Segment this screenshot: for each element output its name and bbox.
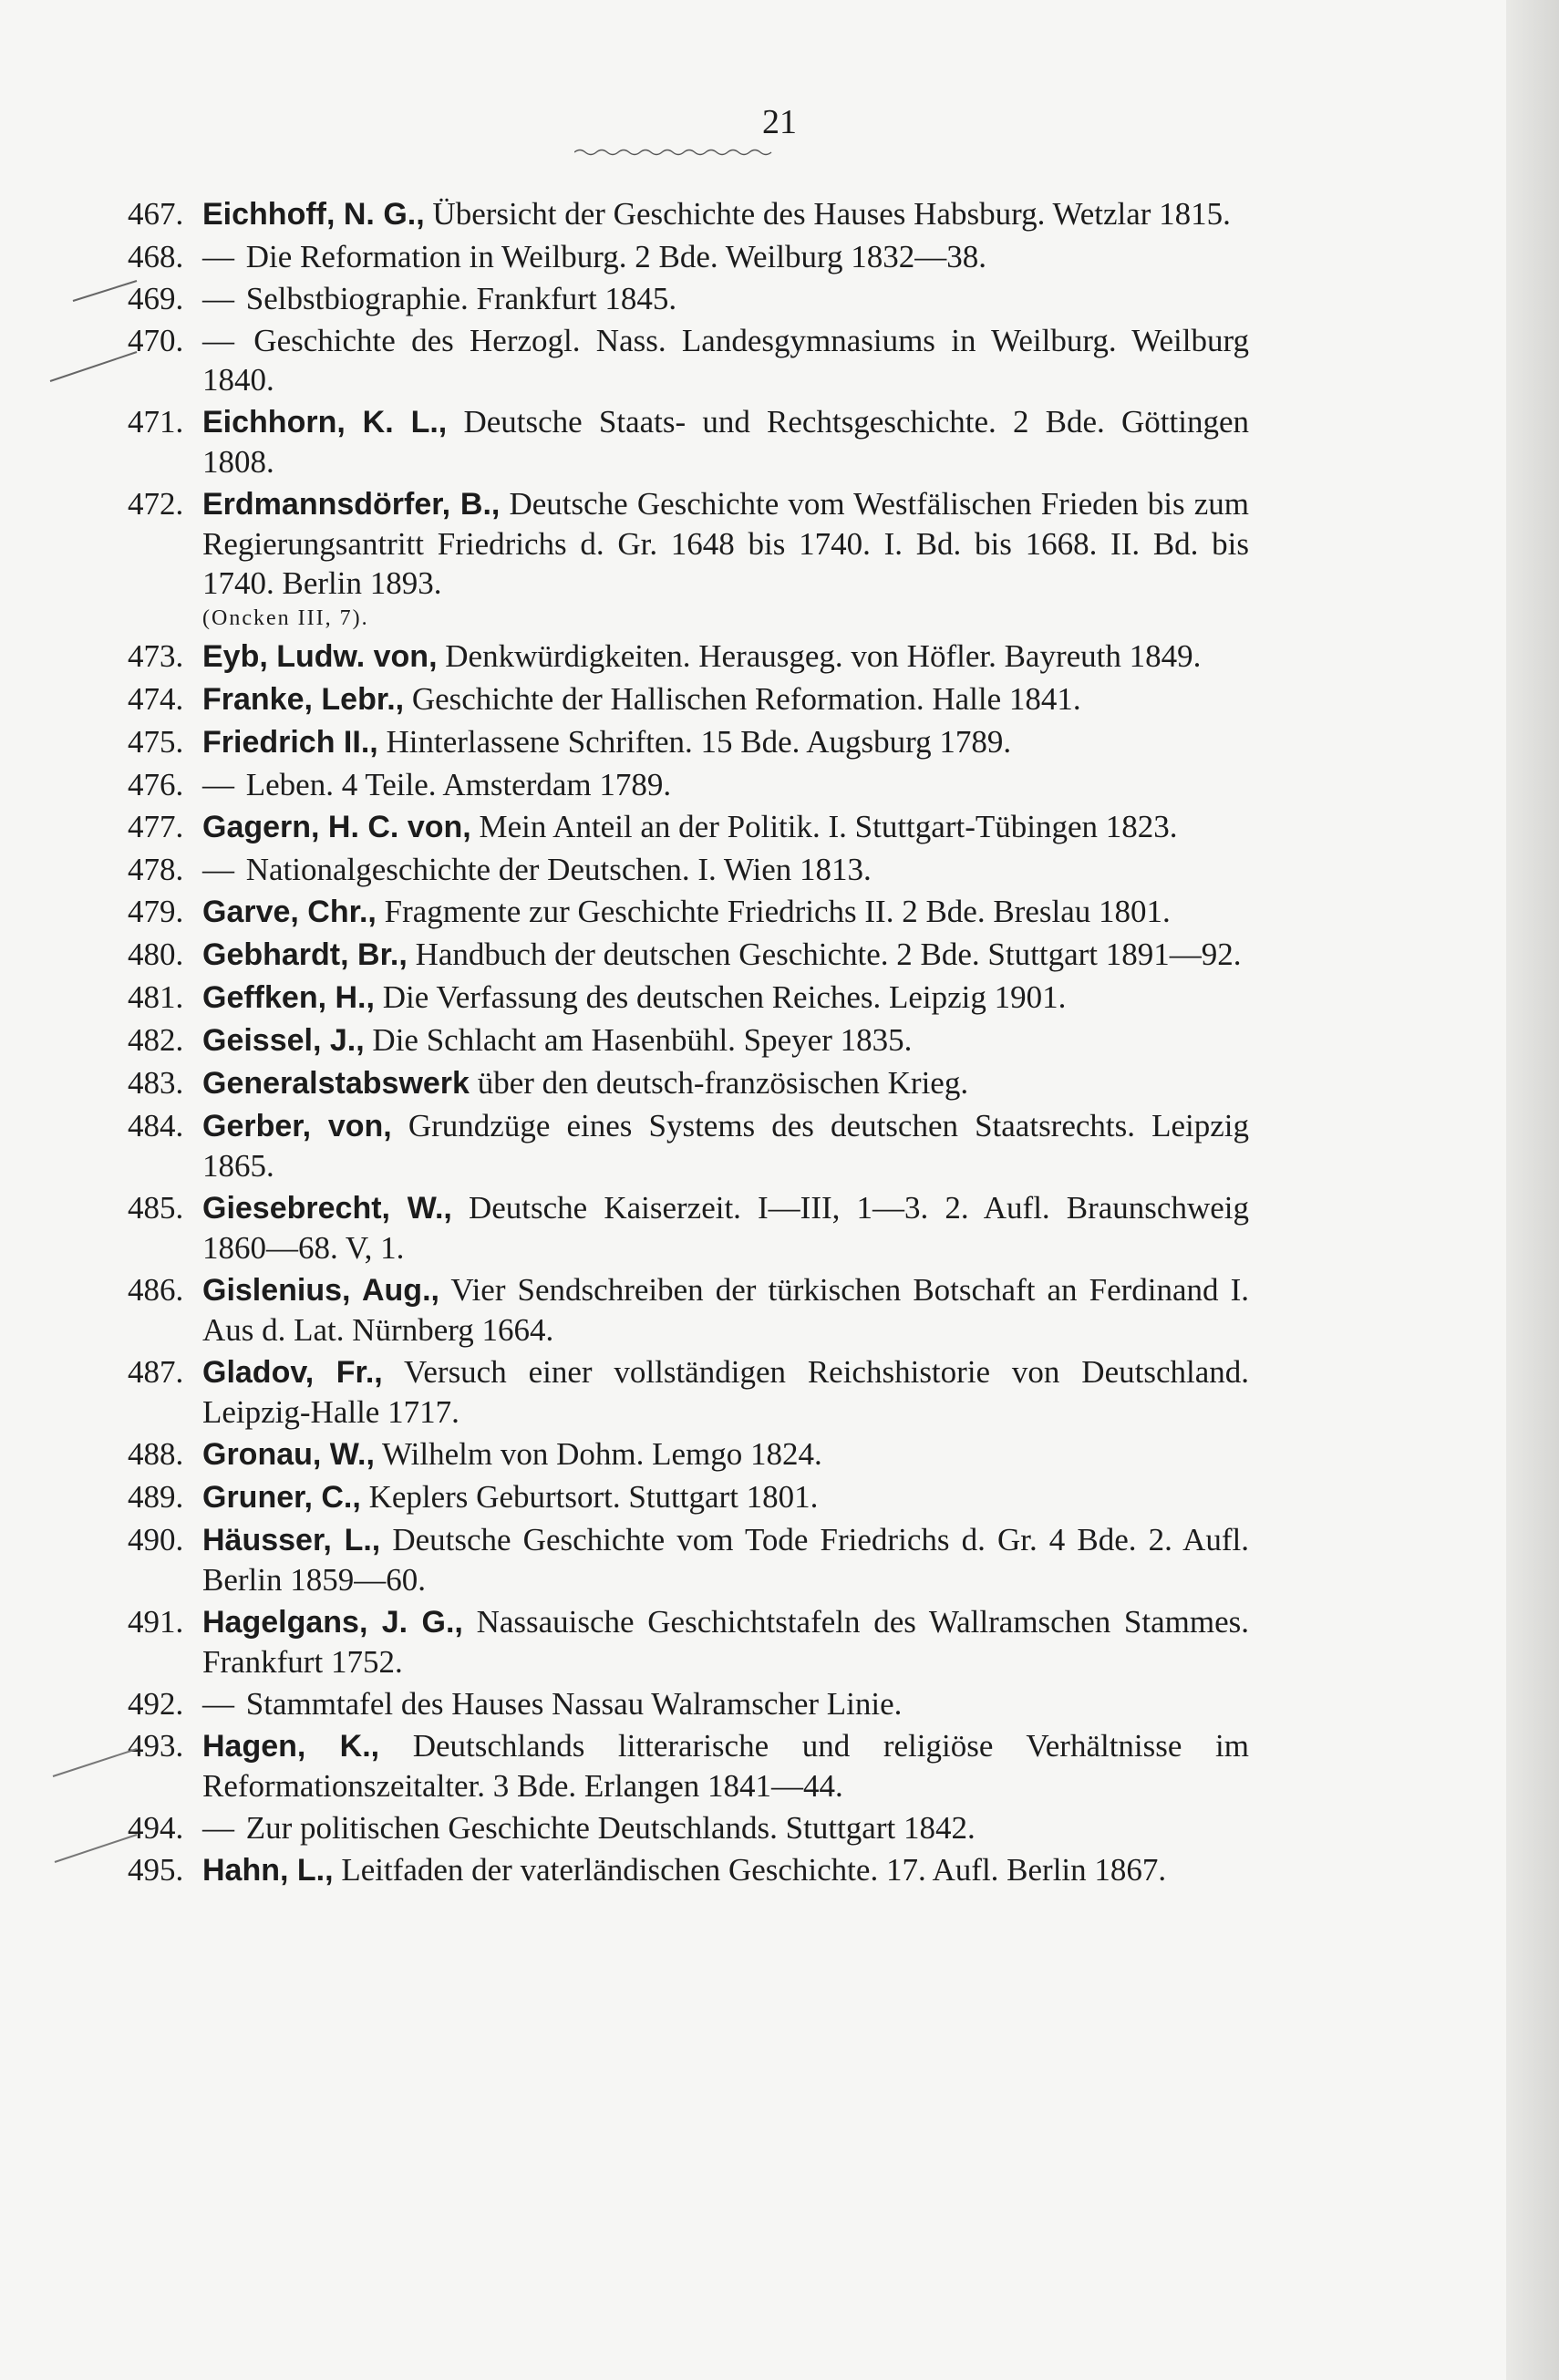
entry-number: 493. xyxy=(128,1728,184,1764)
entry-title: Übersicht der Geschichte des Hauses Habsburg. Wetzlar 1815. xyxy=(424,196,1231,232)
bibliography-entry xyxy=(0,1188,1559,1268)
entry-author: Häusser, L., xyxy=(202,1523,381,1557)
entry-author: Erdmannsdörfer, B., xyxy=(202,487,501,522)
entry-title: Fragmente zur Geschichte Friedrichs II. 2 Bde. Breslau 1801. xyxy=(376,894,1171,929)
entry-body xyxy=(202,1188,1249,1268)
entry-author: Hagen, K., xyxy=(202,1729,380,1764)
entry-body xyxy=(202,1602,1249,1682)
bibliography-entry xyxy=(0,237,1559,276)
entry-title: Geschichte der Hallischen Reformation. Halle 1841. xyxy=(404,681,1081,717)
entry-number: 489. xyxy=(128,1479,184,1515)
entry-body xyxy=(202,321,1249,399)
entry-author: Giesebrecht, W., xyxy=(202,1191,452,1226)
entry-title: Mein Anteil an der Politik. I. Stuttgart-Tübingen 1823. xyxy=(470,809,1178,844)
bibliography-entry xyxy=(0,1352,1559,1432)
entry-body xyxy=(202,1020,1249,1061)
bibliography-entry xyxy=(0,807,1559,847)
bibliography-entry xyxy=(0,1020,1559,1061)
entry-number: 476. xyxy=(128,767,184,802)
entry-ditto-dash: — xyxy=(202,323,234,358)
entry-body xyxy=(202,279,1249,318)
bibliography-entry xyxy=(0,765,1559,804)
bibliography-entry xyxy=(0,722,1559,762)
entry-author: Gerber, von, xyxy=(202,1109,392,1143)
entry-author: Garve, Chr., xyxy=(202,895,377,929)
entry-body xyxy=(202,402,1249,481)
entry-author: Gruner, C., xyxy=(202,1480,361,1515)
entry-body xyxy=(202,1477,1249,1517)
bibliography-entry xyxy=(0,321,1559,399)
entry-ditto-dash: — xyxy=(202,767,234,802)
entry-number: 469. xyxy=(128,281,184,316)
entry-body xyxy=(202,1434,1249,1475)
entry-title: Die Reformation in Weilburg. 2 Bde. Weilburg 1832—38. xyxy=(238,239,986,274)
entry-title: Nassauische Geschichtstafeln des Wallramschen Stammes. Frankfurt 1752. xyxy=(202,1604,1249,1680)
entry-number: 494. xyxy=(128,1810,184,1846)
entry-body xyxy=(202,1850,1249,1890)
bibliography-entry xyxy=(0,1850,1559,1890)
entry-title: Zur politischen Geschichte Deutschlands. Stuttgart 1842. xyxy=(238,1810,976,1846)
entry-author: Hagelgans, J. G., xyxy=(202,1605,463,1640)
bibliography-entry xyxy=(0,892,1559,932)
entry-ditto-dash: — xyxy=(202,239,234,274)
entry-ditto-dash: — xyxy=(202,852,234,887)
entry-title: Deutsche Geschichte vom Tode Friedrichs d. Gr. 4 Bde. 2. Aufl. Berlin 1859—60. xyxy=(202,1522,1249,1598)
entry-title: Leitfaden der vaterländischen Geschichte. 17. Aufl. Berlin 1867. xyxy=(333,1852,1167,1888)
entry-body xyxy=(202,722,1249,762)
entry-body xyxy=(202,978,1249,1018)
entry-number: 487. xyxy=(128,1354,184,1390)
entry-number: 491. xyxy=(128,1604,184,1640)
entry-author: Eichhoff, N. G., xyxy=(202,197,425,232)
entry-note: (Oncken III, 7). xyxy=(202,606,369,630)
entry-title: Deutsche Staats- und Rechtsgeschichte. 2 Bde. Göttingen 1808. xyxy=(202,404,1249,480)
entry-body xyxy=(202,850,1249,889)
bibliography-entry xyxy=(0,402,1559,481)
entry-number: 480. xyxy=(128,936,184,972)
entry-number: 472. xyxy=(128,486,184,522)
entry-number: 471. xyxy=(128,404,184,440)
entry-number: 485. xyxy=(128,1190,184,1226)
entry-author: Eyb, Ludw. von, xyxy=(202,639,438,674)
bibliography-entry xyxy=(0,935,1559,975)
entry-body xyxy=(202,807,1249,847)
entry-body xyxy=(202,484,1249,634)
entry-number: 481. xyxy=(128,979,184,1015)
entry-author: Eichhorn, K. L., xyxy=(202,405,448,440)
entry-number: 488. xyxy=(128,1436,184,1472)
entry-number: 468. xyxy=(128,239,184,274)
bibliography-entry xyxy=(0,1520,1559,1599)
entry-title: Handbuch der deutschen Geschichte. 2 Bde. Stuttgart 1891—92. xyxy=(407,936,1242,972)
entry-author: Friedrich II., xyxy=(202,725,378,760)
entry-title: Nationalgeschichte der Deutschen. I. Wien 1813. xyxy=(238,852,872,887)
bibliography-list xyxy=(0,194,1559,1893)
entry-title: Versuch einer vollständigen Reichshistorie von Deutschland. Leipzig-Halle 1717. xyxy=(202,1354,1249,1430)
entry-title: Hinterlassene Schriften. 15 Bde. Augsburg 1789. xyxy=(377,724,1012,760)
entry-number: 477. xyxy=(128,809,184,844)
entry-title: Deutschlands litterarische und religiöse Verhältnisse im Reformationszeitalter. 3 Bde. Erlangen 1841—44. xyxy=(202,1728,1249,1804)
entry-body xyxy=(202,1726,1249,1806)
entry-author: Gagern, H. C. von, xyxy=(202,810,471,844)
bibliography-entry xyxy=(0,679,1559,719)
entry-body xyxy=(202,1520,1249,1599)
entry-number: 492. xyxy=(128,1686,184,1722)
entry-title: Deutsche Kaiserzeit. I—III, 1—3. 2. Aufl. Braunschweig 1860—68. V, 1. xyxy=(202,1190,1249,1266)
entry-number: 484. xyxy=(128,1108,184,1143)
entry-number: 483. xyxy=(128,1065,184,1101)
entry-author: Geissel, J., xyxy=(202,1023,365,1058)
bibliography-entry xyxy=(0,1434,1559,1475)
bibliography-entry xyxy=(0,279,1559,318)
entry-author: Generalstabswerk xyxy=(202,1066,470,1101)
entry-body xyxy=(202,1270,1249,1350)
entry-title: Deutsche Geschichte vom Westfälischen Frieden bis zum Regierungsantritt Friedrichs d. Gr. 1648 bis 1740. I. Bd. bis 1668. II. Bd. bis 1740. Berlin 1893. xyxy=(202,486,1249,601)
entry-number: 486. xyxy=(128,1272,184,1308)
entry-title: Grundzüge eines Systems des deutschen Staatsrechts. Leipzig 1865. xyxy=(202,1108,1250,1184)
entry-body xyxy=(202,237,1249,276)
entry-number: 479. xyxy=(128,894,184,929)
entry-ditto-dash: — xyxy=(202,281,234,316)
entry-title: Die Schlacht am Hasenbühl. Speyer 1835. xyxy=(364,1022,913,1058)
entry-body xyxy=(202,892,1249,932)
bibliography-entry xyxy=(0,484,1559,634)
bibliography-entry xyxy=(0,1726,1559,1806)
bibliography-entry xyxy=(0,1106,1559,1185)
bibliography-entry xyxy=(0,1270,1559,1350)
entry-title: Denkwürdigkeiten. Herausgeg. von Höfler. Bayreuth 1849. xyxy=(437,638,1202,674)
entry-number: 473. xyxy=(128,638,184,674)
bibliography-entry xyxy=(0,1684,1559,1723)
entry-author: Franke, Lebr., xyxy=(202,682,405,717)
entry-number: 470. xyxy=(128,323,184,358)
entry-title: Die Verfassung des deutschen Reiches. Leipzig 1901. xyxy=(374,979,1067,1015)
entry-number: 474. xyxy=(128,681,184,717)
entry-title: Vier Sendschreiben der türkischen Botschaft an Ferdinand I. Aus d. Lat. Nürnberg 1664. xyxy=(202,1272,1249,1348)
entry-body xyxy=(202,1106,1249,1185)
bibliography-entry xyxy=(0,850,1559,889)
entry-title: Wilhelm von Dohm. Lemgo 1824. xyxy=(374,1436,822,1472)
entry-title: Keplers Geburtsort. Stuttgart 1801. xyxy=(360,1479,819,1515)
entry-number: 482. xyxy=(128,1022,184,1058)
entry-number: 467. xyxy=(128,196,184,232)
entry-body xyxy=(202,194,1249,234)
entry-author: Gebhardt, Br., xyxy=(202,937,408,972)
bibliography-entry xyxy=(0,194,1559,234)
entry-author: Geffken, H., xyxy=(202,980,375,1015)
bibliography-entry xyxy=(0,1477,1559,1517)
bibliography-entry xyxy=(0,1808,1559,1847)
bibliography-entry xyxy=(0,636,1559,677)
entry-title: über den deutsch-französischen Krieg. xyxy=(469,1065,969,1101)
entry-number: 495. xyxy=(128,1852,184,1888)
entry-body xyxy=(202,1684,1249,1723)
decorative-wavy-rule xyxy=(574,148,780,157)
entry-author: Gislenius, Aug., xyxy=(202,1273,439,1308)
entry-author: Gladov, Fr., xyxy=(202,1355,383,1390)
entry-ditto-dash: — xyxy=(202,1810,234,1846)
entry-author: Gronau, W., xyxy=(202,1437,375,1472)
entry-body xyxy=(202,1808,1249,1847)
entry-number: 475. xyxy=(128,724,184,760)
entry-title: Selbstbiographie. Frankfurt 1845. xyxy=(238,281,677,316)
entry-body xyxy=(202,636,1249,677)
entry-body xyxy=(202,935,1249,975)
entry-number: 478. xyxy=(128,852,184,887)
entry-ditto-dash: — xyxy=(202,1686,234,1722)
entry-body xyxy=(202,765,1249,804)
entry-body xyxy=(202,1063,1249,1103)
page-number: 21 xyxy=(762,103,797,141)
bibliography-entry xyxy=(0,1063,1559,1103)
entry-title: Geschichte des Herzogl. Nass. Landesgymnasiums in Weilburg. Weilburg 1840. xyxy=(202,323,1249,398)
entry-body xyxy=(202,1352,1249,1432)
bibliography-entry xyxy=(0,1602,1559,1682)
entry-body xyxy=(202,679,1249,719)
entry-author: Hahn, L., xyxy=(202,1853,334,1888)
bibliography-entry xyxy=(0,978,1559,1018)
entry-number: 490. xyxy=(128,1522,184,1557)
entry-title: Stammtafel des Hauses Nassau Walramscher Linie. xyxy=(238,1686,903,1722)
entry-title: Leben. 4 Teile. Amsterdam 1789. xyxy=(238,767,672,802)
